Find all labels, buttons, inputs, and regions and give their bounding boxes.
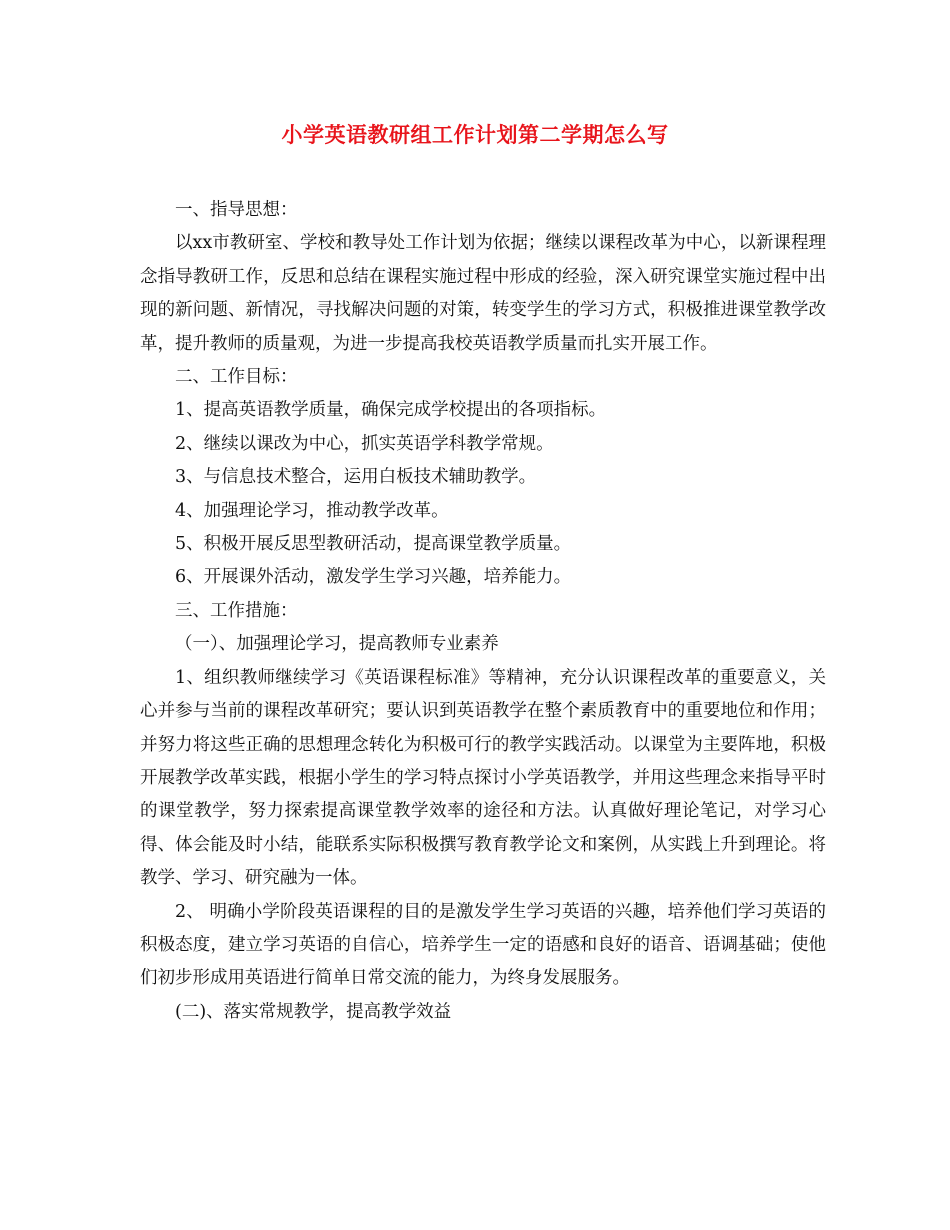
goal-item-6: 6、开展课外活动，激发学生学习兴趣，培养能力。	[175, 567, 572, 588]
section-heading-work-measures: 三、工作措施：	[175, 600, 298, 621]
section-heading-work-goals: 二、工作目标：	[175, 367, 298, 388]
paragraph-guiding-ideology: 以xx市教研室、学校和教导处工作计划为依据；继续以课程改革为中心，以新课程理念指导教研工作，反思和总结在课程实施过程中形成的经验，深入研究课堂实施过程中出现的新问题、新情况，寻找解决问题的对策，转变学生的学习方式，积极推进课堂教学改革，提升教师的质量观，为进一步提高我校英语教学质量而扎实开展工作。	[140, 233, 826, 354]
goal-item-3: 3、与信息技术整合，运用白板技术辅助教学。	[175, 467, 537, 488]
goal-item-4: 4、加强理论学习，推动教学改革。	[175, 500, 449, 521]
document-title: 小学英语教研组工作计划第二学期怎么写	[281, 122, 669, 147]
measure-paragraph-1: 1、组织教师继续学习《英语课程标准》等精神，充分认识课程改革的重要意义，关心并参与当前的课程改革研究；要认识到英语教学在整个素质教育中的重要地位和作用；并努力将这些正确的思想理念转化为积极可行的教学实践活动。以课堂为主要阵地，积极开展教学改革实践，根据小学生的学习特点探讨小学英语教学，并用这些理念来指导平时的课堂教学，努力探索提高课堂教学效率的途径和方法。认真做好理论笔记，对学习心得、体会能及时小结，能联系实际积极撰写教育教学论文和案例，从实践上升到理论。将教学、学习、研究融为一体。	[140, 667, 826, 889]
goal-item-2: 2、继续以课改为中心，抓实英语学科教学常规。	[175, 433, 554, 454]
subsection-heading-theory-study: （一）、加强理论学习，提高教师专业素养	[175, 634, 499, 655]
document-body	[140, 194, 826, 1029]
goal-item-1: 1、提高英语教学质量，确保完成学校提出的各项指标。	[175, 400, 607, 421]
measure-paragraph-2: 2、 明确小学阶段英语课程的目的是激发学生学习英语的兴趣，培养他们学习英语的积极态度，建立学习英语的自信心，培养学生一定的语感和良好的语音、语调基础；使他们初步形成用英语进行简单日常交流的能力，为终身发展服务。	[140, 901, 826, 989]
goal-item-5: 5、积极开展反思型教研活动，提高课堂教学质量。	[175, 534, 572, 555]
section-heading-guiding-ideology: 一、指导思想：	[175, 200, 298, 220]
subsection-heading-routine-teaching: (二)、落实常规教学，提高教学效益	[175, 1001, 452, 1022]
